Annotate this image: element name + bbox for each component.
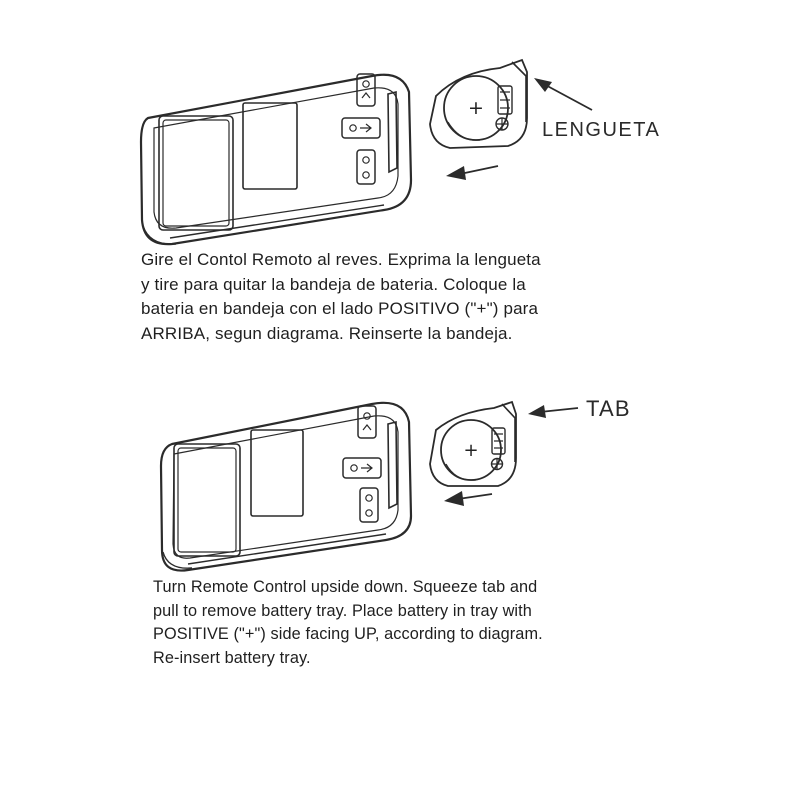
caption-line: y tire para quitar la bandeja de bateria. Coloque la (141, 274, 526, 294)
tab-callout-label: LENGUETA (542, 119, 661, 141)
caption-line: Turn Remote Control upside down. Squeeze tab and (153, 578, 538, 596)
remote-control-illustration (141, 74, 411, 244)
instruction-caption-spanish (141, 248, 541, 346)
instruction-panel-english (0, 380, 800, 700)
tab-callout-arrow (534, 78, 592, 110)
remote-button-middle (342, 118, 380, 138)
remote-button-top (358, 406, 376, 438)
tab-callout-label: TAB (586, 396, 631, 421)
instruction-caption-english (153, 576, 543, 670)
tab-callout-arrow (528, 405, 578, 418)
remote-button-bottom (357, 150, 375, 184)
remote-left-window (174, 444, 240, 556)
pull-direction-arrow (446, 166, 498, 180)
caption-line: Re-insert battery tray. (153, 648, 311, 667)
battery-replacement-illustration (0, 0, 800, 250)
battery-plus-symbol: + (468, 97, 484, 119)
caption-line: pull to remove battery tray. Place battery in tray with (153, 601, 532, 620)
remote-right-window (243, 103, 297, 189)
battery-plus-symbol: + (463, 440, 479, 461)
caption-line: bateria en bandeja con el lado POSITIVO ("+") para (141, 299, 539, 318)
pull-direction-arrow (444, 491, 492, 506)
remote-right-window (251, 430, 303, 516)
battery-slot (388, 92, 397, 172)
battery-tray-illustration (430, 60, 527, 148)
remote-button-middle (343, 458, 381, 478)
remote-button-bottom (360, 488, 378, 522)
remote-control-illustration (161, 403, 411, 571)
caption-line: POSITIVE ("+") side facing UP, according to diagram. (153, 625, 543, 643)
battery-tray-illustration (430, 402, 516, 486)
caption-line: Gire el Contol Remoto al reves. Exprima la lengueta (141, 250, 541, 269)
instruction-panel-spanish (0, 0, 800, 380)
battery-replacement-illustration (0, 380, 800, 580)
caption-line: ARRIBA, segun diagrama. Reinserte la bandeja. (141, 323, 513, 343)
remote-left-window (159, 116, 233, 230)
battery-slot (388, 422, 397, 508)
